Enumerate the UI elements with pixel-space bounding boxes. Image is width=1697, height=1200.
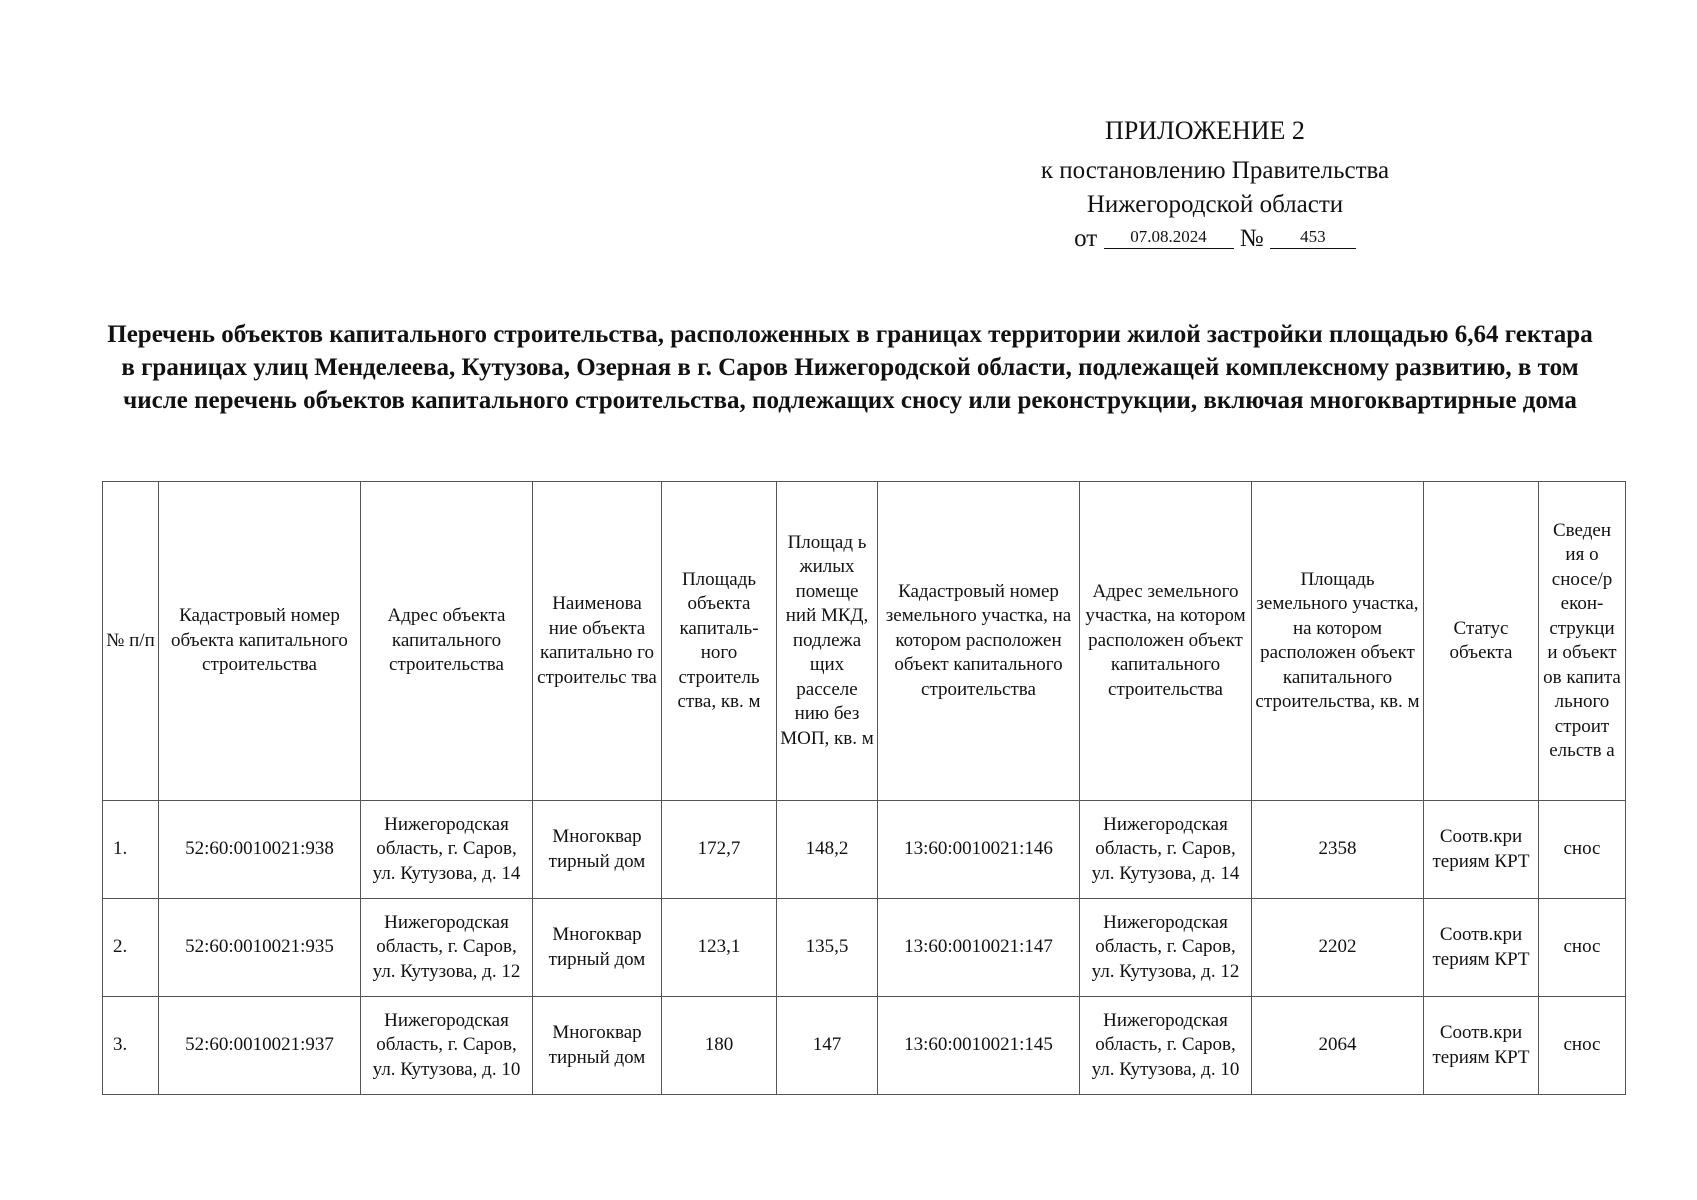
object-status: Соотв.кри териям КРТ [1424,801,1539,899]
column-header: Статус объекта [1424,482,1539,801]
object-status: Соотв.кри териям КРТ [1424,997,1539,1095]
object-area: 123,1 [662,899,777,997]
land-address: Нижегородская область, г. Саров, ул. Кутузова, д. 12 [1080,899,1252,997]
living-area: 147 [777,997,878,1095]
demolition-info: снос [1539,997,1626,1095]
land-cadastral-number: 13:60:0010021:146 [878,801,1080,899]
column-header: Кадастровый номер земельного участка, на котором расположен объект капитального строительства [878,482,1080,801]
row-number: 3. [103,997,159,1095]
object-name: Многоквар тирный дом [533,997,662,1095]
number-label: № [1239,225,1264,252]
land-area: 2202 [1252,899,1424,997]
resolution-date: 07.08.2024 [1104,226,1234,249]
land-address: Нижегородская область, г. Саров, ул. Кутузова, д. 14 [1080,801,1252,899]
row-number: 2. [103,899,159,997]
region-line: Нижегородской области [1086,191,1344,218]
living-area: 148,2 [777,801,878,899]
column-header: Кадастровый номер объекта капитального строительства [159,482,361,801]
cadastral-number: 52:60:0010021:937 [159,997,361,1095]
resolution-number: 453 [1270,226,1356,249]
document-title: Перечень объектов капитального строительства, расположенных в границах территории жилой застройки площадью 6,64 гектара в границах улиц Менделеева, Кутузова, Озерная в г. Саров Нижегородской области, подлежащей комплексному развитию, в том числе перечень объектов капитального строительства, подлежащих сносу или реконструкции, включая многоквартирные дома [107,321,1593,414]
column-header: Площадь земельного участка, на котором расположен объект капитального строительства, кв. м [1252,482,1424,801]
table-header-row [103,482,1626,801]
object-area: 172,7 [662,801,777,899]
column-header: Адрес объекта капитального строительства [361,482,533,801]
land-cadastral-number: 13:60:0010021:145 [878,997,1080,1095]
from-label: от [1074,225,1098,252]
date-number-line [995,222,1435,256]
object-address: Нижегородская область, г. Саров, ул. Кутузова, д. 12 [361,899,533,997]
object-name: Многоквар тирный дом [533,801,662,899]
column-header: Площад ь жилых помеще ний МКД, подлежа щих расселе нию без МОП, кв. м [777,482,878,801]
resolution-line: к постановлению Правительства [1040,157,1390,184]
column-header: Сведен ия о сносе/р екон-струкци и объект ов капита льного строит ельств а [1539,482,1626,801]
object-address: Нижегородская область, г. Саров, ул. Кутузова, д. 10 [361,997,533,1095]
objects-table [102,481,1626,1095]
column-header: № п/п [103,482,159,801]
land-area: 2064 [1252,997,1424,1095]
table-row [103,899,1626,997]
column-header: Наименова ние объекта капитально го строительс тва [533,482,662,801]
object-address: Нижегородская область, г. Саров, ул. Кутузова, д. 14 [361,801,533,899]
column-header: Площадь объекта капиталь-ного строитель ства, кв. м [662,482,777,801]
cadastral-number: 52:60:0010021:935 [159,899,361,997]
object-name: Многоквар тирный дом [533,899,662,997]
object-status: Соотв.кри териям КРТ [1424,899,1539,997]
land-area: 2358 [1252,801,1424,899]
demolition-info: снос [1539,899,1626,997]
cadastral-number: 52:60:0010021:938 [159,801,361,899]
table-row [103,801,1626,899]
table-row [103,997,1626,1095]
appendix-title: ПРИЛОЖЕНИЕ 2 [1105,116,1305,145]
demolition-info: снос [1539,801,1626,899]
living-area: 135,5 [777,899,878,997]
land-cadastral-number: 13:60:0010021:147 [878,899,1080,997]
land-address: Нижегородская область, г. Саров, ул. Кутузова, д. 10 [1080,997,1252,1095]
row-number: 1. [103,801,159,899]
object-area: 180 [662,997,777,1095]
appendix-header [995,108,1435,256]
column-header: Адрес земельного участка, на котором расположен объект капитального строительства [1080,482,1252,801]
